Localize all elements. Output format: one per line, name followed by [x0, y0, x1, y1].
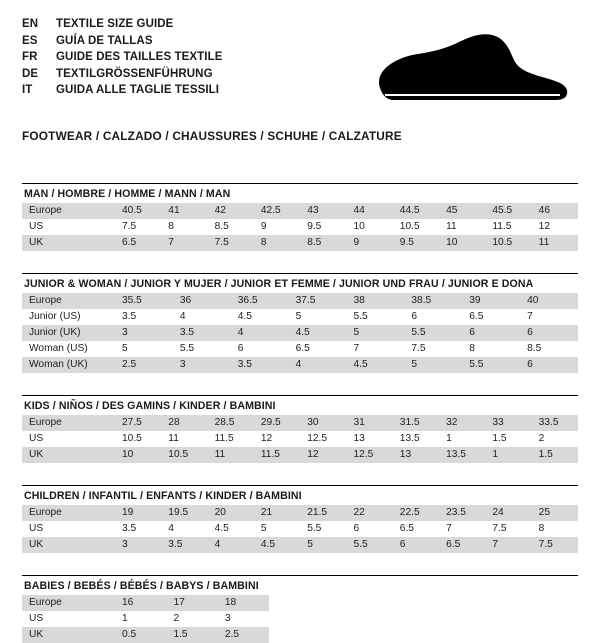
cell: 6	[462, 325, 520, 341]
section-man	[22, 183, 578, 251]
table-row	[22, 357, 578, 373]
cell: 2	[538, 433, 545, 444]
cell: 10	[353, 221, 365, 232]
cell: 0.5	[115, 627, 166, 643]
cell: 40.5	[115, 203, 161, 219]
section-title: BABIES / BEBÉS / BÉBÉS / BABYS / BAMBINI	[24, 580, 259, 592]
cell: 5.5	[307, 523, 322, 534]
size-table-man	[22, 203, 578, 251]
cell: 3	[115, 537, 161, 553]
cell: 5.5	[346, 537, 392, 553]
cell: 5	[404, 357, 462, 373]
cell: 44	[346, 203, 392, 219]
cell: 9.5	[307, 221, 322, 232]
cell: 7	[161, 235, 207, 251]
cell: 8.5	[214, 221, 229, 232]
row-label: Europe	[22, 203, 115, 219]
cell: 10.5	[122, 433, 142, 444]
size-table-kids	[22, 415, 578, 463]
table-row	[22, 537, 578, 553]
cell	[321, 595, 372, 611]
cell: 7	[353, 343, 360, 354]
cell: 5	[260, 523, 267, 534]
cell: 5	[300, 537, 346, 553]
language-code: DE	[22, 67, 39, 80]
cell: 41	[161, 203, 207, 219]
cell: 5.5	[179, 343, 195, 354]
table-row	[22, 203, 578, 219]
cell: 4.5	[347, 357, 405, 373]
table-row	[22, 521, 578, 537]
cell: 8	[168, 221, 174, 232]
section-divider	[22, 183, 578, 184]
language-title: GUIDA ALLE TAGLIE TESSILI	[56, 84, 220, 97]
table-row	[22, 235, 578, 251]
cell: 21	[254, 505, 300, 521]
cell: 7	[527, 311, 533, 322]
cell: 1.5	[166, 627, 217, 643]
cell: 1.5	[532, 447, 578, 463]
row-label: US	[29, 613, 44, 624]
cell: 19	[115, 505, 161, 521]
cell: 7.5	[122, 221, 137, 232]
row-label: Junior (US)	[29, 311, 81, 322]
cell: 6.5	[295, 343, 310, 354]
table-row	[22, 415, 578, 431]
cell: 12.5	[307, 433, 328, 444]
cell: 30	[300, 415, 346, 431]
row-label: Europe	[22, 415, 115, 431]
section-divider	[22, 273, 578, 274]
size-table-junior-woman	[22, 293, 578, 373]
cell: 11.5	[214, 433, 234, 444]
language-row	[22, 17, 223, 33]
cell: 4	[289, 357, 347, 373]
cell: 8.5	[527, 343, 542, 354]
cell: 44.5	[393, 203, 439, 219]
section-title: MAN / HOMBRE / HOMME / MANN / MAN	[24, 188, 231, 200]
cell	[372, 595, 423, 611]
cell	[269, 611, 320, 627]
cell	[475, 611, 526, 627]
cell: 13	[353, 433, 365, 444]
cell: 4.5	[254, 537, 300, 553]
cell: 1	[122, 613, 128, 624]
cell: 7.5	[492, 523, 507, 534]
table-row	[22, 627, 578, 643]
cell: 45.5	[485, 203, 531, 219]
cell: 35.5	[115, 293, 173, 309]
cell: 2	[173, 613, 180, 624]
cell: 5	[122, 343, 128, 354]
cell: 4	[208, 537, 254, 553]
row-label: Junior (UK)	[22, 325, 115, 341]
cell: 22	[346, 505, 392, 521]
cell: 6	[237, 343, 244, 354]
cell: 3.5	[231, 357, 289, 373]
cell: 6.5	[439, 537, 485, 553]
cell: 3.5	[161, 537, 207, 553]
table-row	[22, 293, 578, 309]
cell: 10	[115, 447, 161, 463]
cell: 4.5	[237, 311, 252, 322]
section-divider	[22, 485, 578, 486]
cell: 36.5	[231, 293, 289, 309]
cell: 5	[347, 325, 405, 341]
row-label: Europe	[22, 505, 115, 521]
row-label: UK	[22, 235, 115, 251]
cell	[475, 627, 526, 643]
cell: 11	[168, 433, 179, 444]
cell: 19.5	[161, 505, 207, 521]
cell: 6	[411, 311, 418, 322]
cell	[269, 627, 320, 643]
cell: 38	[347, 293, 405, 309]
row-label: UK	[22, 627, 115, 643]
cell: 24	[485, 505, 531, 521]
cell: 6	[520, 357, 578, 373]
cell	[372, 611, 423, 627]
language-title: GUÍA DE TALLAS	[56, 34, 153, 47]
cell	[321, 611, 372, 627]
cell: 11	[208, 447, 254, 463]
cell: 4	[179, 311, 186, 322]
row-label: Woman (US)	[29, 343, 88, 354]
row-label: Europe	[22, 293, 115, 309]
row-label: US	[29, 221, 44, 232]
cell: 28	[161, 415, 207, 431]
cell: 8	[469, 343, 475, 354]
cell: 32	[439, 415, 485, 431]
cell: 12.5	[346, 447, 392, 463]
table-row	[22, 341, 578, 357]
category-title: FOOTWEAR / CALZADO / CHAUSSURES / SCHUHE / CALZATURE	[22, 129, 402, 143]
language-row	[22, 50, 223, 66]
cell: 8.5	[300, 235, 346, 251]
language-row	[22, 67, 223, 83]
cell: 12	[300, 447, 346, 463]
cell: 10.5	[485, 235, 531, 251]
cell	[424, 611, 475, 627]
cell: 46	[532, 203, 578, 219]
table-row	[22, 447, 578, 463]
cell	[424, 595, 475, 611]
cell	[527, 595, 579, 611]
table-row	[22, 611, 578, 627]
row-label: Woman (UK)	[22, 357, 115, 373]
cell: 3	[173, 357, 231, 373]
cell: 13	[393, 447, 439, 463]
cell: 6	[393, 537, 439, 553]
section-kids	[22, 395, 578, 463]
cell: 10.5	[399, 221, 420, 232]
cell: 5.5	[353, 311, 368, 322]
cell: 9	[260, 221, 267, 232]
cell: 4	[168, 523, 174, 534]
cell: 1	[446, 433, 452, 444]
cell	[269, 595, 320, 611]
cell: 21.5	[300, 505, 346, 521]
cell: 6.5	[399, 523, 414, 534]
cell: 5	[295, 311, 302, 322]
language-code: ES	[22, 34, 38, 47]
dress-shoe-icon	[355, 16, 578, 110]
cell: 12	[538, 221, 551, 232]
section-babies	[22, 575, 578, 643]
cell: 28.5	[208, 415, 254, 431]
cell	[321, 627, 372, 643]
row-label: US	[29, 523, 44, 534]
cell: 31	[346, 415, 392, 431]
cell: 40	[520, 293, 578, 309]
cell: 22.5	[393, 505, 439, 521]
cell: 17	[166, 595, 217, 611]
cell: 11.5	[254, 447, 300, 463]
language-code: IT	[22, 84, 33, 97]
language-code: FR	[22, 51, 38, 64]
cell: 2.5	[218, 627, 269, 643]
cell: 3	[224, 613, 231, 624]
cell: 33	[485, 415, 531, 431]
cell: 13.5	[439, 447, 485, 463]
language-title: GUIDE DES TAILLES TEXTILE	[56, 51, 223, 64]
table-row	[22, 309, 578, 325]
table-row	[22, 325, 578, 341]
cell: 4.5	[289, 325, 347, 341]
cell	[424, 627, 475, 643]
cell: 31.5	[393, 415, 439, 431]
cell: 16	[115, 595, 166, 611]
cell: 1.5	[492, 433, 507, 444]
section-title: CHILDREN / INFANTIL / ENFANTS / KINDER / BAMBINI	[24, 490, 302, 502]
cell: 3.5	[173, 325, 231, 341]
cell: 11	[446, 221, 457, 232]
section-children	[22, 485, 578, 553]
cell: 10.5	[161, 447, 207, 463]
section-title: JUNIOR & WOMAN / JUNIOR Y MUJER / JUNIOR ET FEMME / JUNIOR UND FRAU / JUNIOR E DONA	[24, 278, 534, 290]
cell: 23.5	[439, 505, 485, 521]
section-title: KIDS / NIÑOS / DES GAMINS / KINDER / BAMBINI	[24, 400, 276, 412]
cell: 2.5	[115, 357, 173, 373]
cell: 5.5	[404, 325, 462, 341]
language-code: EN	[22, 18, 39, 30]
row-label: Europe	[22, 595, 115, 611]
table-row	[22, 431, 578, 447]
language-row	[22, 34, 223, 50]
cell	[372, 627, 423, 643]
cell: 42	[208, 203, 254, 219]
cell: 3.5	[122, 311, 137, 322]
row-label: UK	[22, 447, 115, 463]
cell: 8	[538, 523, 545, 534]
cell: 29.5	[254, 415, 300, 431]
row-label: US	[29, 433, 44, 444]
cell: 6.5	[469, 311, 484, 322]
row-label: UK	[22, 537, 115, 553]
language-title: TEXTILGRÖSSENFÜHRUNG	[56, 67, 213, 80]
cell: 1	[485, 447, 531, 463]
cell	[527, 611, 579, 627]
section-divider	[22, 395, 578, 396]
cell: 11.5	[492, 221, 512, 232]
cell: 43	[300, 203, 346, 219]
cell: 12	[260, 433, 273, 444]
page-header	[22, 16, 578, 116]
size-table-babies	[22, 595, 578, 643]
language-titles	[22, 16, 223, 99]
cell: 7	[446, 523, 452, 534]
cell: 45	[439, 203, 485, 219]
cell: 18	[218, 595, 269, 611]
cell: 4.5	[214, 523, 229, 534]
cell: 37.5	[289, 293, 347, 309]
section-divider	[22, 575, 578, 576]
cell: 36	[173, 293, 231, 309]
cell: 6.5	[115, 235, 161, 251]
cell: 8	[254, 235, 300, 251]
cell: 39	[462, 293, 520, 309]
cell: 9.5	[393, 235, 439, 251]
cell: 6	[520, 325, 578, 341]
cell: 7.5	[411, 343, 426, 354]
cell: 38.5	[404, 293, 462, 309]
cell: 10	[439, 235, 485, 251]
size-table-children	[22, 505, 578, 553]
cell: 7.5	[532, 537, 578, 553]
cell: 25	[532, 505, 578, 521]
cell: 27.5	[115, 415, 161, 431]
cell: 20	[208, 505, 254, 521]
cell: 3	[115, 325, 173, 341]
table-row	[22, 505, 578, 521]
table-row	[22, 595, 578, 611]
cell: 33.5	[532, 415, 578, 431]
cell: 42.5	[254, 203, 300, 219]
cell: 13.5	[399, 433, 420, 444]
table-row	[22, 219, 578, 235]
language-row	[22, 83, 223, 99]
section-junior-woman	[22, 273, 578, 373]
cell: 4	[231, 325, 289, 341]
cell: 7	[485, 537, 531, 553]
cell: 11	[532, 235, 578, 251]
cell: 5.5	[462, 357, 520, 373]
language-title: TEXTILE SIZE GUIDE	[56, 18, 174, 30]
cell: 6	[353, 523, 360, 534]
cell: 7.5	[208, 235, 254, 251]
cell: 3.5	[122, 523, 137, 534]
cell: 9	[346, 235, 392, 251]
cell	[475, 595, 526, 611]
cell	[527, 627, 579, 643]
